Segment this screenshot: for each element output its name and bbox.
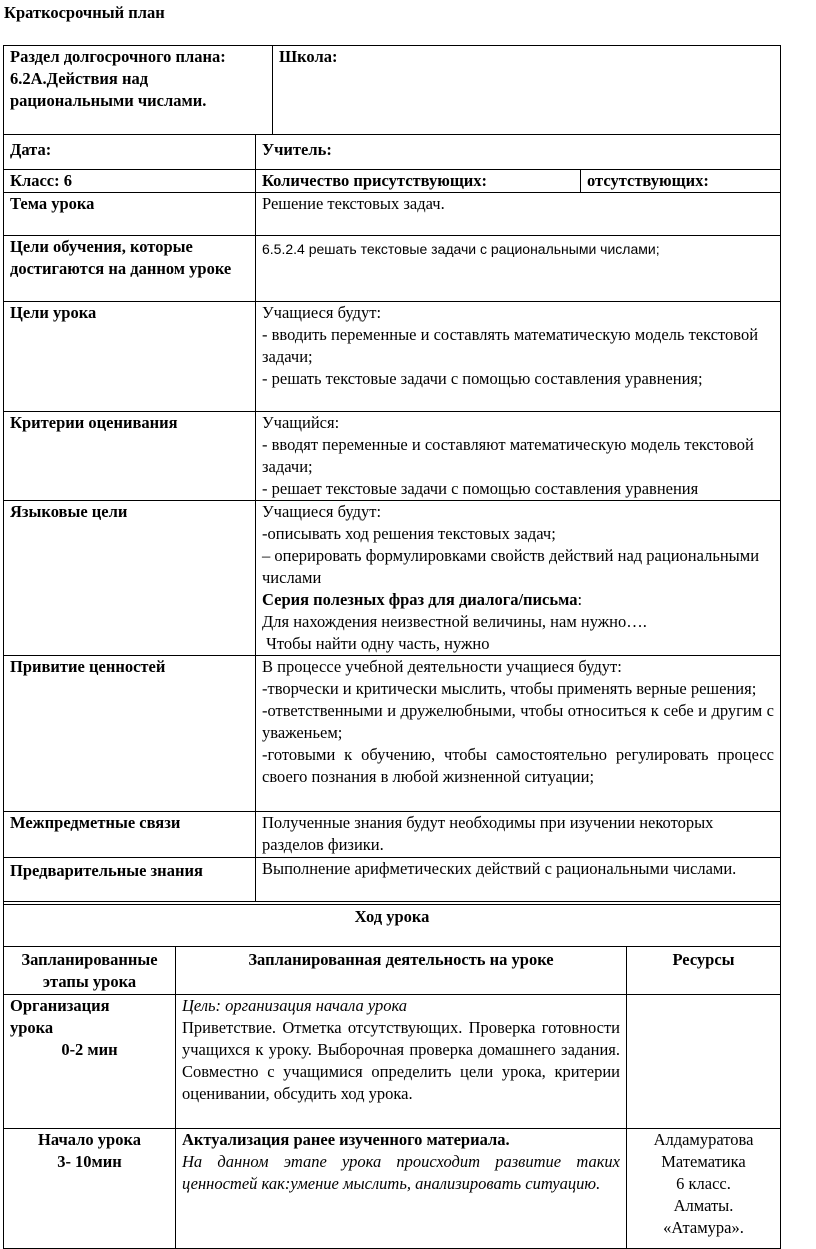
activity-header: Запланированная деятельность на уроке xyxy=(248,950,554,969)
stage-time: 0-2 мин xyxy=(61,1040,118,1059)
objectives-label-cell xyxy=(4,236,256,302)
objectives-value-cell xyxy=(256,236,781,302)
document-title: Краткосрочный план xyxy=(4,3,165,22)
goals-line: - вводить переменные и составлять математическую модель текстовой задачи; xyxy=(262,325,759,366)
activity-goal: Актуализация ранее изученного материала. xyxy=(182,1130,510,1149)
values-line: -творчески и критически мыслить, чтобы применять верные решения; xyxy=(262,679,757,698)
phrase-line: Чтобы найти одну часть, нужно xyxy=(262,634,490,653)
stages-header-cell xyxy=(4,947,176,995)
topic-label-cell xyxy=(4,193,256,236)
resources-cell xyxy=(627,1129,781,1249)
teacher-cell xyxy=(256,135,781,170)
present-cell xyxy=(256,170,581,193)
prior-label: Предварительные знания xyxy=(10,861,203,880)
class-cell xyxy=(4,170,256,193)
language-line: -описывать ход решения текстовых задач; xyxy=(262,524,556,543)
values-label-cell xyxy=(4,656,256,812)
goals-line: - решать текстовые задачи с помощью составления уравнения; xyxy=(262,369,703,388)
course-table xyxy=(3,904,781,1249)
activity-text: Приветствие. Отметка отсутствующих. Проверка готовности учащихся к уроку. Выборочная проверка домашнего задания. Совместно с учащимися определить цели урока, критерии оценивании, обсудить ход урока. xyxy=(182,1018,620,1103)
values-line: В процессе учебной деятельности учащиеся будут: xyxy=(262,657,622,676)
present-label: Количество присутствующих: xyxy=(262,171,488,190)
class-label: Класс: 6 xyxy=(10,171,72,190)
stage-cell xyxy=(4,995,176,1129)
activity-cell xyxy=(176,995,627,1129)
teacher-label: Учитель: xyxy=(262,140,332,159)
school-label: Школа: xyxy=(279,47,338,66)
language-line: – оперировать формулировками свойств действий над рациональными числами xyxy=(262,546,760,587)
resource-line: Алдамуратова xyxy=(653,1130,754,1149)
criteria-line: - решает текстовые задачи с помощью составления уравнения xyxy=(262,479,699,498)
values-line: -готовыми к обучению, чтобы самостоятельно регулировать процесс своего познания в любой жизненной ситуации; xyxy=(262,745,775,786)
language-value-cell xyxy=(256,501,781,656)
absent-label: отсутствующих: xyxy=(587,171,709,190)
section-cell xyxy=(4,46,273,135)
cross-value-cell xyxy=(256,812,781,858)
prior-value: Выполнение арифметических действий с рациональными числами. xyxy=(262,859,737,878)
resource-line: 6 класс. xyxy=(676,1174,731,1193)
activity-header-cell xyxy=(176,947,627,995)
absent-cell xyxy=(581,170,781,193)
info-table xyxy=(3,134,781,902)
phrase-line: Для нахождения неизвестной величины, нам нужно…. xyxy=(262,612,647,631)
criteria-label-cell xyxy=(4,412,256,501)
topic-value-cell xyxy=(256,193,781,236)
cross-label: Межпредметные связи xyxy=(10,813,181,832)
goals-label: Цели урока xyxy=(10,303,97,322)
values-label: Привитие ценностей xyxy=(10,657,166,676)
stage-name: Начало урока xyxy=(38,1130,141,1149)
phrases-bold: Серия полезных фраз для диалога/письма xyxy=(262,590,578,609)
resource-line: «Атамура». xyxy=(663,1218,744,1237)
criteria-value-cell xyxy=(256,412,781,501)
school-cell xyxy=(273,46,781,135)
language-line: Учащиеся будут: xyxy=(262,502,382,521)
course-heading: Ход урока xyxy=(354,907,430,926)
section-label: Раздел долгосрочного плана: 6.2А.Действия над рациональными числами. xyxy=(10,47,226,110)
values-line: -ответственными и дружелюбными, чтобы относиться к себе и другим с уваженьем; xyxy=(262,701,775,742)
objectives-label: Цели обучения, которые достигаются на данном уроке xyxy=(10,237,232,278)
phrases-colon: : xyxy=(577,590,583,609)
cross-label-cell xyxy=(4,812,256,858)
resources-header: Ресурсы xyxy=(672,950,735,969)
values-value-cell xyxy=(256,656,781,812)
topic-label: Тема урока xyxy=(10,194,95,213)
goals-label-cell xyxy=(4,302,256,412)
activity-text: На данном этапе урока происходит развитие таких ценностей как:умение мыслить, анализировать ситуацию. xyxy=(182,1152,620,1193)
resources-cell xyxy=(627,995,781,1129)
language-label-cell xyxy=(4,501,256,656)
activity-goal: Цель: организация начала урока xyxy=(182,996,408,1015)
resource-line: Математика xyxy=(661,1152,746,1171)
course-heading-cell xyxy=(4,905,781,947)
topic-value: Решение текстовых задач. xyxy=(262,194,445,213)
stage-time: 3- 10мин xyxy=(57,1152,122,1171)
resource-line: Алматы. xyxy=(673,1196,734,1215)
goals-value-cell xyxy=(256,302,781,412)
language-label: Языковые цели xyxy=(10,502,128,521)
date-label: Дата: xyxy=(10,140,52,159)
resources-header-cell xyxy=(627,947,781,995)
stage-cell xyxy=(4,1129,176,1249)
stage-name: Организация урока xyxy=(10,996,110,1037)
objectives-value: 6.5.2.4 решать текстовые задачи с рациональными числами; xyxy=(262,241,660,257)
criteria-line: Учащийся: xyxy=(262,413,340,432)
prior-value-cell xyxy=(256,858,781,902)
goals-line: Учащиеся будут: xyxy=(262,303,382,322)
criteria-label: Критерии оценивания xyxy=(10,413,178,432)
activity-cell xyxy=(176,1129,627,1249)
prior-label-cell xyxy=(4,858,256,902)
date-cell xyxy=(4,135,256,170)
header-table xyxy=(3,45,781,135)
phrases-heading xyxy=(262,589,774,611)
criteria-line: - вводят переменные и составляют математическую модель текстовой задачи; xyxy=(262,435,754,476)
stages-header: Запланированные этапы урока xyxy=(21,950,158,991)
cross-value: Полученные знания будут необходимы при изучении некоторых разделов физики. xyxy=(262,813,714,854)
